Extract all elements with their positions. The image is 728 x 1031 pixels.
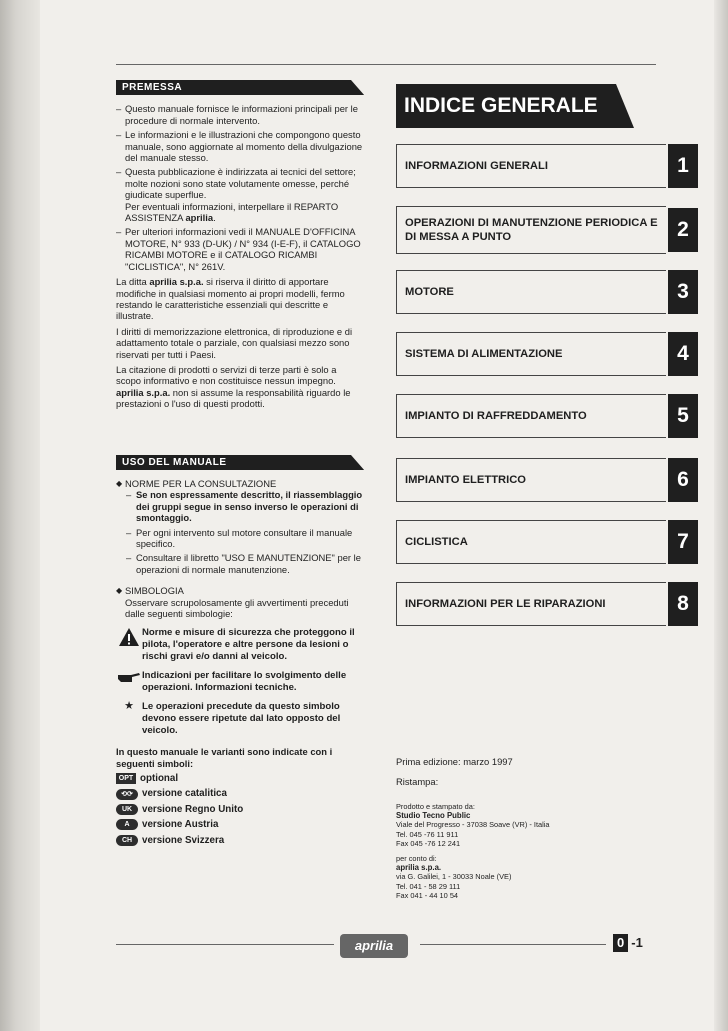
star-icon: ★ xyxy=(124,700,134,713)
pointing-hand-icon xyxy=(116,670,142,684)
index-entry-3[interactable]: MOTORE xyxy=(396,270,666,314)
section-tab-3[interactable]: 3 xyxy=(668,270,698,314)
brand-name: aprilia xyxy=(185,212,214,224)
footer-rule-left xyxy=(116,944,334,945)
list-item: – Le informazioni e le illustrazioni che compongono questo manuale, sono aggiornate al momento della divulgazione del manuale stesso. xyxy=(116,129,363,164)
premessa-bullet-3: Questa pubblicazione è indirizzata ai tecnici del settore; molte nozioni sono state volutamente omesse, perché giudicate superflue. xyxy=(125,166,356,201)
norme-title: NORME PER LA CONSULTAZIONE xyxy=(125,477,277,489)
symbol-warning-text: Norme e misure di sicurezza che proteggono il pilota, l'operatore e altre persone da lesioni o rischi gravi e/o danni al veicolo. xyxy=(142,627,355,662)
index-entry-4[interactable]: SISTEMA DI ALIMENTAZIONE xyxy=(396,332,666,376)
uso-title: USO DEL MANUALE xyxy=(122,456,227,468)
index-title: INDICE GENERALE xyxy=(404,94,598,117)
list-item: – Per ulteriori informazioni vedi il MANUALE D'OFFICINA MOTORE, N° 933 (D-UK) / N° 934 (I-E-F), il CATALOGO RICAMBI MOTORE e il CATALOGO RICAMBI "CICLISTICA", N° 261V. xyxy=(116,226,361,272)
list-item: – Questa pubblicazione è indirizzata ai tecnici del settore; molte nozioni sono state volutamente omesse, perché giudicate superflue. Per eventuali informazioni, interpellare il REPARTO ASSISTENZA aprilia. xyxy=(116,166,356,224)
index-entry-2[interactable]: OPERAZIONI DI MANUTENZIONE PERIODICA E DI MESSA A PUNTO xyxy=(396,206,666,254)
index-entry-1[interactable]: INFORMAZIONI GENERALI xyxy=(396,144,666,188)
premessa-bullet-3-extra: Per eventuali informazioni, interpellare il REPARTO ASSISTENZA xyxy=(125,200,339,224)
section-tab-8[interactable]: 8 xyxy=(668,582,698,626)
page-number xyxy=(613,934,643,952)
index-entry-6[interactable]: IMPIANTO ELETTRICO xyxy=(396,458,666,502)
top-rule xyxy=(116,64,656,65)
opt-badge-icon: OPT xyxy=(116,773,136,784)
list-item: – Se non espressamente descritto, il riassemblaggio dei gruppi segue in senso inverso le operazioni di smontaggio. xyxy=(126,489,363,524)
edition-info xyxy=(396,756,646,900)
first-edition: Prima edizione: marzo 1997 xyxy=(396,756,513,767)
variants-intro: In questo manuale le varianti sono indicate con i seguenti simboli: xyxy=(116,746,333,769)
premessa-bullet-4: Per ulteriori informazioni vedi il MANUALE D'OFFICINA MOTORE, N° 933 (D-UK) / N° 934 (I-E-F), il CATALOGO RICAMBI MOTORE e il CATALOGO RICAMBI "CICLISTICA", N° 261V. xyxy=(125,226,361,272)
uso-heading xyxy=(116,455,364,470)
page-num: 1 xyxy=(635,935,643,950)
variant-optional: OPT optional xyxy=(116,773,364,784)
printer-block: Prodotto e stampato da: Studio Tecno Public Viale del Progresso - 37038 Soave (VR) - Italia Tel. 045 -76 11 911 Fax 045 -76 12 241 xyxy=(396,802,550,848)
norme-section: ◆ NORME PER LA CONSULTAZIONE xyxy=(116,477,277,489)
index-column xyxy=(396,84,698,615)
page-section: 0 xyxy=(613,934,628,952)
variant-austria: A versione Austria xyxy=(116,819,364,830)
premessa-bullet-2: Le informazioni e le illustrazioni che compongono questo manuale, sono aggiornate al momento della divulgazione del manuale stesso. xyxy=(125,129,363,164)
variants-list xyxy=(116,773,364,846)
variant-catalitica: ⟲⟳ versione catalitica xyxy=(116,788,364,799)
page-edge-shadow xyxy=(714,0,728,1031)
left-column xyxy=(116,80,364,850)
premessa-heading xyxy=(116,80,364,95)
catalyst-badge-icon: ⟲⟳ xyxy=(116,789,138,800)
section-tab-1[interactable]: 1 xyxy=(668,144,698,188)
section-tab-2[interactable]: 2 xyxy=(668,208,698,252)
premessa-paragraph-2: I diritti di memorizzazione elettronica, di riproduzione e di adattamento totale o parziale, con qualsiasi mezzo sono riservati per tutti i Paesi. xyxy=(116,325,353,360)
premessa-bullet-1: Questo manuale fornisce le informazioni principali per le procedure di normale intervento. xyxy=(125,103,358,126)
simbologia-intro: Osservare scrupolosamente gli avvertimenti preceduti dalle seguenti simbologie: xyxy=(125,596,349,620)
aprilia-logo: aprilia xyxy=(340,934,408,958)
norme-list xyxy=(126,489,364,575)
index-entry-5[interactable]: IMPIANTO DI RAFFREDDAMENTO xyxy=(396,394,666,438)
warning-triangle-icon xyxy=(116,627,142,647)
austria-badge-icon: A xyxy=(116,819,138,830)
index-entry-8[interactable]: INFORMAZIONI PER LE RIPARAZIONI xyxy=(396,582,666,626)
premessa-paragraph-1: La ditta aprilia s.p.a. si riserva il diritto di apportare modifiche in qualsiasi momento ai propri modelli, fermo restando le caratteristiche essenziali qui descritte e illustrate. xyxy=(116,276,345,322)
uk-badge-icon: UK xyxy=(116,804,138,815)
page-binding-shadow xyxy=(0,0,40,1031)
premessa-title: PREMESSA xyxy=(122,82,183,93)
premessa-list xyxy=(116,103,364,272)
simbologia-title: SIMBOLOGIA xyxy=(125,585,184,597)
index-entry-7[interactable]: CICLISTICA xyxy=(396,520,666,564)
index-heading xyxy=(396,84,634,128)
symbol-warning-row xyxy=(116,627,364,662)
ch-badge-icon: CH xyxy=(116,835,138,846)
symbol-star-text: Le operazioni precedute da questo simbolo devono essere ripetute dal lato opposto del veicolo. xyxy=(142,701,341,736)
list-item: – Consultare il libretto "USO E MANUTENZIONE" per le operazioni di normale manutenzione. xyxy=(126,552,361,575)
footer-rule-right xyxy=(420,944,606,945)
list-item: – Per ogni intervento sul motore consultare il manuale specifico. xyxy=(126,526,353,549)
variant-uk: UK versione Regno Unito xyxy=(116,804,364,815)
simbologia-section: ◆ SIMBOLOGIA Osservare scrupolosamente gli avvertimenti preceduti dalle seguenti simbologie: xyxy=(116,585,349,620)
symbol-hand-text: Indicazioni per facilitare lo svolgimento delle operazioni. Informazioni tecniche. xyxy=(142,670,347,693)
symbol-hand-row xyxy=(116,670,364,693)
symbol-star-row xyxy=(116,701,364,736)
list-item: – Questo manuale fornisce le informazioni principali per le procedure di normale intervento. xyxy=(116,103,358,126)
section-tab-4[interactable]: 4 xyxy=(668,332,698,376)
section-tab-5[interactable]: 5 xyxy=(668,394,698,438)
page-separator: - xyxy=(631,935,636,950)
variant-svizzera: CH versione Svizzera xyxy=(116,835,364,846)
section-tab-6[interactable]: 6 xyxy=(668,458,698,502)
section-tab-7[interactable]: 7 xyxy=(668,520,698,564)
premessa-paragraph-3: La citazione di prodotti o servizi di terze parti è solo a scopo informativo e non costituisce nessun impegno. aprilia s.p.a. non si assume la responsabilità riguardo le prestazioni o l'uso di questi prodotti. xyxy=(116,363,351,410)
client-block: per conto di: aprilia s.p.a. via G. Galilei, 1 - 30033 Noale (VE) Tel. 041 - 58 29 111 Fax 041 - 44 10 54 xyxy=(396,854,512,900)
reprint-label: Ristampa: xyxy=(396,776,439,787)
